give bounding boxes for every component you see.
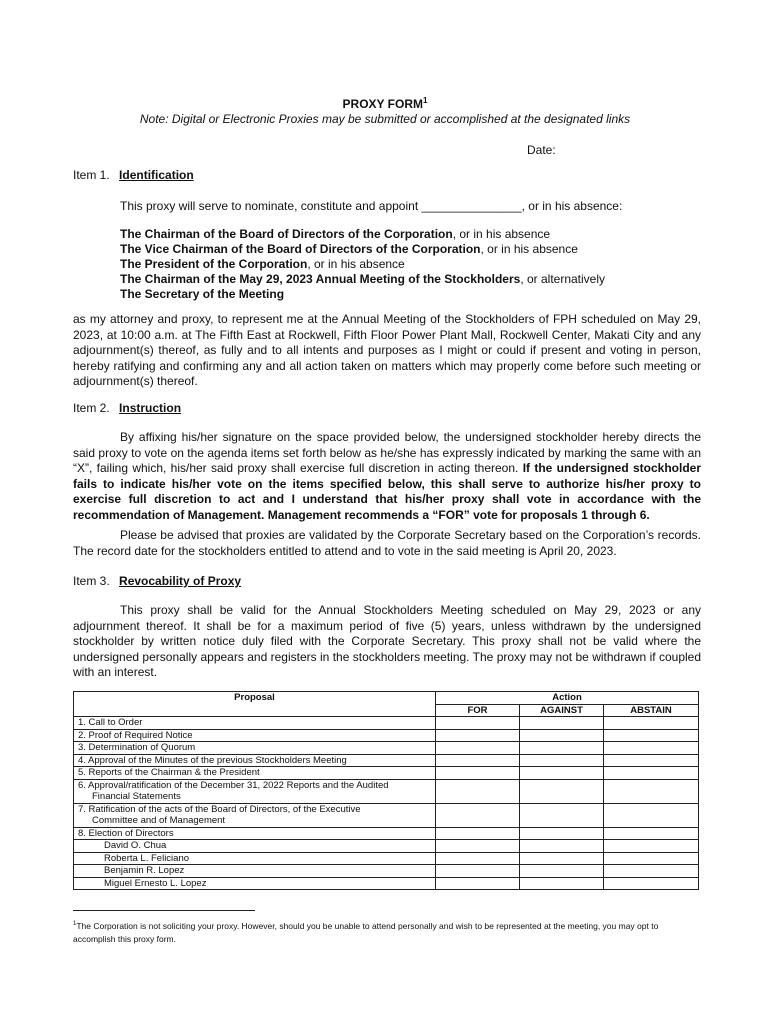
action-column-header: Action [436, 692, 699, 705]
item2-instruction-paragraph: By affixing his/her signature on the space provided below, the undersigned stockholder hereby directs the said proxy to vote on the agenda items set forth below as he/she has expressly indicated by marking the same with an “X”, failing which, his/her said proxy shall exercise full discretion in acting thereon. If the undersigned stockholder fails to indicate his/her vote on the items specified below, this shall serve to authorize his/her proxy to exercise full discretion to act and I understand that his/her proxy shall vote in accordance with the recommendation of Management. Management recommends a “FOR” vote for proposals 1 through 6. [73, 430, 701, 522]
proposal-cell: 6. Approval/ratification of the December 31, 2022 Reports and the Audited Financial Statements [74, 779, 436, 803]
vote-for-cell[interactable] [436, 827, 520, 840]
vote-for-cell[interactable] [436, 779, 520, 803]
footnote-divider [73, 910, 255, 911]
vote-for-cell[interactable] [436, 729, 520, 742]
vote-abstain-cell[interactable] [604, 779, 699, 803]
director-row [74, 865, 699, 878]
vote-for-cell[interactable] [436, 852, 520, 865]
proposal-cell: 4. Approval of the Minutes of the previous Stockholders Meeting [74, 754, 436, 767]
proposal-table [73, 691, 699, 890]
nominee-secretary: The Secretary of the Meeting [120, 287, 285, 301]
item1-heading: Item 1. Identification [73, 168, 194, 182]
table-row [74, 754, 699, 767]
item3-heading: Item 3. Revocability of Proxy [73, 574, 242, 588]
vote-against-cell[interactable] [520, 840, 604, 853]
vote-against-cell[interactable] [520, 865, 604, 878]
table-row [74, 803, 699, 827]
date-label: Date: [527, 143, 556, 157]
vote-abstain-cell[interactable] [604, 865, 699, 878]
table-row [74, 729, 699, 742]
vote-abstain-cell[interactable] [604, 754, 699, 767]
vote-against-cell[interactable] [520, 803, 604, 827]
vote-against-cell[interactable] [520, 779, 604, 803]
proposal-cell: 8. Election of Directors [74, 827, 436, 840]
vote-abstain-cell[interactable] [604, 852, 699, 865]
vote-against-cell[interactable] [520, 827, 604, 840]
item2-heading: Item 2. Instruction [73, 401, 182, 415]
vote-abstain-cell[interactable] [604, 742, 699, 755]
proposal-cell: 1. Call to Order [74, 717, 436, 730]
vote-abstain-cell[interactable] [604, 877, 699, 890]
vote-against-cell[interactable] [520, 742, 604, 755]
for-column-header: FOR [436, 704, 520, 717]
vote-for-cell[interactable] [436, 742, 520, 755]
table-row [74, 767, 699, 780]
item1-body: as my attorney and proxy, to represent me at the Annual Meeting of the Stockholders of FPH scheduled on May 29, 2023, at 10:00 a.m. at The Fifth East at Rockwell, Fifth Floor Power Plant Mall, Rockwell Center, Makati City and any adjournment(s) thereof, as fully and to all intents and purposes as I might or could if present and voting in person, hereby ratifying and confirming any and all action taken on matters which may properly come before such meeting or adjournment(s) thereof. [73, 312, 701, 389]
appoint-line: This proxy will serve to nominate, constitute and appoint _______________, or in his absence: [120, 199, 623, 213]
vote-for-cell[interactable] [436, 865, 520, 878]
director-name: David O. Chua [74, 840, 436, 853]
vote-for-cell[interactable] [436, 840, 520, 853]
table-row [74, 717, 699, 730]
proposal-cell: 7. Ratification of the acts of the Board of Directors, of the Executive Committee and of Management [74, 803, 436, 827]
vote-against-cell[interactable] [520, 877, 604, 890]
digital-proxy-note: Note: Digital or Electronic Proxies may be submitted or accomplished at the designated links [139, 112, 631, 126]
director-row [74, 852, 699, 865]
form-title: PROXY FORM$^1$ [342, 96, 428, 111]
vote-abstain-cell[interactable] [604, 717, 699, 730]
vote-abstain-cell[interactable] [604, 729, 699, 742]
director-name: Miguel Ernesto L. Lopez [74, 877, 436, 890]
nominee-meeting-chairman: The Chairman of the May 29, 2023 Annual Meeting of the Stockholders, or alternatively [120, 272, 606, 286]
table-header-row [74, 692, 699, 705]
nominee-vice-chairman: The Vice Chairman of the Board of Directors of the Corporation, or in his absence [120, 242, 578, 256]
vote-abstain-cell[interactable] [604, 827, 699, 840]
director-row [74, 840, 699, 853]
vote-for-cell[interactable] [436, 803, 520, 827]
vote-abstain-cell[interactable] [604, 840, 699, 853]
proposal-cell: 2. Proof of Required Notice [74, 729, 436, 742]
vote-against-cell[interactable] [520, 729, 604, 742]
vote-against-cell[interactable] [520, 717, 604, 730]
vote-against-cell[interactable] [520, 852, 604, 865]
vote-abstain-cell[interactable] [604, 803, 699, 827]
table-row [74, 742, 699, 755]
director-name: Benjamin R. Lopez [74, 865, 436, 878]
item3-body: This proxy shall be valid for the Annual Stockholders Meeting scheduled on May 29, 2023 or any adjournment thereof. It shall be for a maximum period of five (5) years, unless withdrawn by the undersigned stockholder by written notice duly filed with the Corporate Secretary. This proxy shall not be valid where the undersigned personally appears and registers in the stockholders meeting. The proxy may not be withdrawn if coupled with an interest. [73, 603, 701, 680]
table-row [74, 827, 699, 840]
proposal-cell: 5. Reports of the Chairman & the President [74, 767, 436, 780]
abstain-column-header: ABSTAIN [604, 704, 699, 717]
director-row [74, 877, 699, 890]
vote-abstain-cell[interactable] [604, 767, 699, 780]
table-row [74, 779, 699, 803]
nominee-chairman-board: The Chairman of the Board of Directors of the Corporation, or in his absence [120, 227, 551, 241]
vote-for-cell[interactable] [436, 754, 520, 767]
proposal-column-header: Proposal [74, 692, 436, 717]
vote-against-cell[interactable] [520, 767, 604, 780]
vote-for-cell[interactable] [436, 877, 520, 890]
footnote-mark: 1 [73, 921, 77, 927]
item2-validation-paragraph: Please be advised that proxies are validated by the Corporate Secretary based on the Corporation’s records. The record date for the stockholders entitled to attend and to vote in the said meeting is April 20, 2023. [73, 528, 701, 558]
footnote: $^1$The Corporation is not soliciting your proxy. However, should you be unable to attend personally and wish to be represented at the meeting, you may opt to accomplish this proxy form. [73, 920, 659, 944]
director-name: Roberta L. Feliciano [74, 852, 436, 865]
title-footnote-mark: 1 [423, 96, 428, 105]
vote-for-cell[interactable] [436, 767, 520, 780]
vote-for-cell[interactable] [436, 717, 520, 730]
against-column-header: AGAINST [520, 704, 604, 717]
nominee-president: The President of the Corporation, or in his absence [120, 257, 405, 271]
vote-against-cell[interactable] [520, 754, 604, 767]
proposal-cell: 3. Determination of Quorum [74, 742, 436, 755]
